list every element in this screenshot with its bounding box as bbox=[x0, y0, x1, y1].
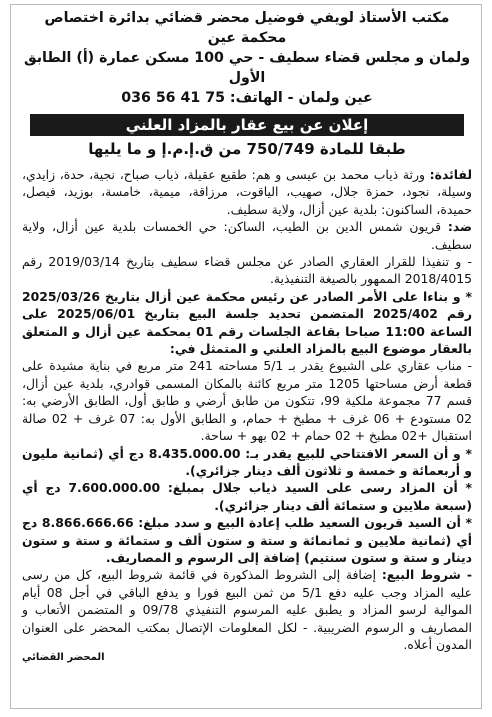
bailiff-signature: المحضر القضائي bbox=[22, 652, 105, 663]
header-line-2: ولمان و مجلس قضاء سطيف - حي 100 مسكن عمارة (أ) الطابق الأول bbox=[23, 50, 471, 86]
office-header bbox=[22, 8, 472, 108]
header-line-1: مكتب الأستاذ لويفي فوضيل محضر قضائي بدائرة اختصاص محكمة عين bbox=[44, 10, 450, 46]
beneficiary-paragraph bbox=[22, 166, 472, 218]
notice-body bbox=[22, 166, 472, 653]
conditions-paragraph bbox=[22, 566, 472, 653]
defendant-paragraph bbox=[22, 218, 472, 253]
notice-subtitle: طبقا للمادة 750/749 من ق.إ.م.إ و ما يليها bbox=[88, 140, 406, 158]
defendant-text: قريون شمس الدين بن الطيب، الساكن: حي الخمسات بلدية عين أزال، ولاية سطيف. bbox=[22, 219, 472, 252]
order-paragraph: * و بناءا على الأمر الصادر عن رئيس محكمة عين أزال بتاريخ 2025/03/26 رقم 2025/402 المتضمن تحديد جلسة البيع بتاريخ 2025/06/01 على الساعة 11:00 صباحا بقاعة الجلسات رقم 01 بمحكمة عين أزال و المتعلق بالعقار موضوع البيع بالمزاد العلني و المتمثل في: bbox=[22, 288, 472, 357]
conditions-label: - شروط البيع: bbox=[381, 567, 472, 583]
rebid-paragraph: * أن السيد قريون السعيد طلب إعادة البيع و سدد مبلغ: 8.866.666.66 دج أي (ثمانية ملايين و ثمانمائة و ستة و ستون ألف و ستمائة و ستة و ستون دينار و ستة و ستون سنتيم) إضافة إلى الرسوم و المصاريف. bbox=[22, 515, 473, 565]
beneficiary-label: لفائدة: bbox=[429, 167, 472, 182]
beneficiary-text: ورثة ذياب محمد بن عيسى و هم: طقيع عقيلة، ذياب صباح، نجية، حدة، زايدي، وسيلة، نجود، حمزة جلال، صهيب، الياقوت، مرزاقة، ميمية، خامسة، بوزيد، فيصل، حميدة، الساكنون: بلدية عين أزال، ولاية سطيف. bbox=[22, 167, 472, 217]
awarded-paragraph: * أن المزاد رسى على السيد ذياب جلال بمبلغ: 7.600.000.00 دج أي (سبعة ملايين و ستمائة ألف دينار جزائري). bbox=[22, 480, 472, 513]
property-paragraph: - مناب عقاري على الشيوع يقدر بـ 5/1 مساحته 241 متر مربع في بناية مشيدة على قطعة أرض مساحتها 1205 متر مربع كائنة بالمكان المسمى قوادري، بلدية عين أزال، قسم 77 مجموعة ملكية 99، تتكون من طابق أرضي و طابق أول، الطابق الأرضي به: 02 مستودع + 06 غرف + مطبخ + حمام، و الطابق الأول به: 07 غرف + 02 صالة استقبال +02 مطبخ + 02 حمام + 02 بهو + ساحة. bbox=[22, 358, 473, 444]
conditions-text: إضافة إلى الشروط المذكورة في قائمة شروط البيع، كل من رسى عليه المزاد وجب عليه دفع 5/1 من ثمن البيع فورا و يدفع الباقي في أجل 08 أيام الموالية لرسو المزاد و يطبق عليه المرسوم التنفيذي 09/78 و المتضمن الأتعاب و المصاريف و الرسوم الضريبية. - لكل المعلومات الإتصال بمكتب المحضر على العنوان المدون أعلاه. bbox=[22, 567, 472, 652]
defendant-label: ضد: bbox=[447, 219, 472, 235]
header-line-3: عين ولمان - الهاتف: 75 41 56 036 bbox=[121, 90, 373, 106]
notice-title: إعلان عن بيع عقار بالمزاد العلني bbox=[30, 114, 464, 136]
execution-paragraph: - و تنفيذا للقرار العقاري الصادر عن مجلس قضاء سطيف بتاريخ 2019/03/14 رقم 2018/4015 الممهور بالصيغة التنفيذية. bbox=[22, 254, 473, 287]
opening-price-paragraph: * و أن السعر الافتتاحي للبيع يقدر بـ: 8.435.000.00 دج أي (ثمانية مليون و أربعمائة و خمسة و ثلاثون ألف دينار جزائري). bbox=[22, 445, 472, 478]
